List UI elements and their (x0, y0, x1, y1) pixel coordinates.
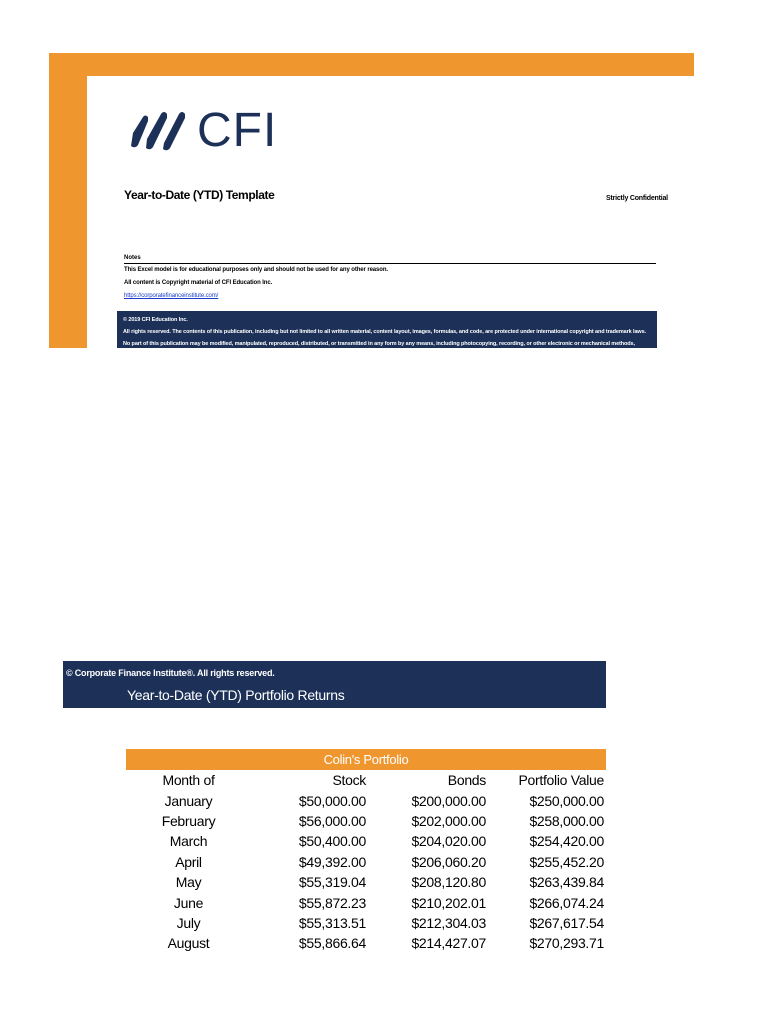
portfolio-value-cell: $254,420.00 (529, 833, 604, 850)
cfi-slashes-icon (127, 109, 191, 152)
cfi-logo (127, 104, 278, 157)
orange-frame-left (49, 53, 87, 348)
logo-text: CFI (197, 104, 278, 157)
sheet-title: Year-to-Date (YTD) Portfolio Returns (127, 687, 345, 703)
table-row (126, 892, 606, 912)
copyright-box (117, 311, 657, 348)
month-cell: August (167, 935, 210, 952)
confidential-label: Strictly Confidential (606, 195, 668, 202)
stock-cell: $56,000.00 (298, 812, 366, 829)
month-cell: May (175, 874, 202, 891)
table-row (126, 831, 606, 851)
portfolio-value-cell: $270,293.71 (529, 935, 604, 952)
stock-cell: $50,400.00 (298, 833, 366, 850)
stock-cell: $55,872.23 (298, 894, 366, 911)
bonds-cell: $210,202.01 (411, 894, 486, 911)
document-title: Year-to-Date (YTD) Template (124, 188, 275, 202)
note-copyright: All content is Copyright material of CFI Education Inc. (124, 280, 273, 286)
month-cell: March (169, 833, 208, 850)
stock-cell: $55,313.51 (298, 914, 366, 931)
column-header-month: Month of (162, 772, 215, 789)
table-row (126, 811, 606, 831)
table-row (126, 872, 606, 892)
portfolio-value-cell: $267,617.54 (529, 914, 604, 931)
table-header-row (126, 770, 606, 790)
notes-divider (124, 263, 656, 264)
bonds-cell: $212,304.03 (411, 914, 486, 931)
portfolio-value-cell: $266,074.24 (529, 894, 604, 911)
stock-cell: $55,866.64 (298, 935, 366, 952)
note-educational: This Excel model is for educational purposes only and should not be used for any other reason. (124, 267, 388, 273)
sheet-banner (63, 661, 606, 708)
portfolio-value-cell: $258,000.00 (529, 812, 604, 829)
month-cell: July (176, 914, 201, 931)
bonds-cell: $200,000.00 (411, 792, 486, 809)
copyright-line-3: No part of this publication may be modified, manipulated, reproduced, distributed, or transmitted in any form by any means, including photocopying, recording, or other electronic or mechanical methods, (123, 341, 635, 347)
copyright-line-1: © 2019 CFI Education Inc. (123, 317, 188, 323)
portfolio-value-cell: $250,000.00 (529, 792, 604, 809)
portfolio-value-cell: $255,452.20 (529, 853, 604, 870)
table-row (126, 913, 606, 933)
cfi-website-link[interactable]: https://corporatefinanceinstitute.com/ (124, 293, 219, 299)
bonds-cell: $214,427.07 (411, 935, 486, 952)
table-row (126, 790, 606, 810)
column-header-stock: Stock (332, 772, 366, 789)
stock-cell: $55,319.04 (298, 874, 366, 891)
column-header-portfolio-value: Portfolio Value (518, 772, 604, 789)
bonds-cell: $202,000.00 (411, 812, 486, 829)
month-cell: February (161, 812, 216, 829)
bonds-cell: $206,060.20 (411, 853, 486, 870)
stock-cell: $50,000.00 (298, 792, 366, 809)
orange-frame-top (49, 53, 694, 76)
month-cell: April (175, 853, 202, 870)
month-cell: January (164, 792, 213, 809)
stock-cell: $49,392.00 (298, 853, 366, 870)
notes-heading: Notes (124, 255, 141, 261)
table-row (126, 933, 606, 953)
column-header-bonds: Bonds (447, 772, 486, 789)
bonds-cell: $204,020.00 (411, 833, 486, 850)
copyright-line-2: All rights reserved. The contents of this publication, including but not limited to all written material, content layout, images, formulas, and code, are protected under international copyright and trademark laws. (123, 329, 646, 335)
month-cell: June (173, 894, 204, 911)
portfolio-table-title: Colin's Portfolio (126, 749, 606, 770)
banner-copyright: © Corporate Finance Institute®. All rights reserved. (66, 668, 275, 678)
table-row (126, 852, 606, 872)
portfolio-value-cell: $263,439.84 (529, 874, 604, 891)
bonds-cell: $208,120.80 (411, 874, 486, 891)
portfolio-table (126, 770, 606, 954)
